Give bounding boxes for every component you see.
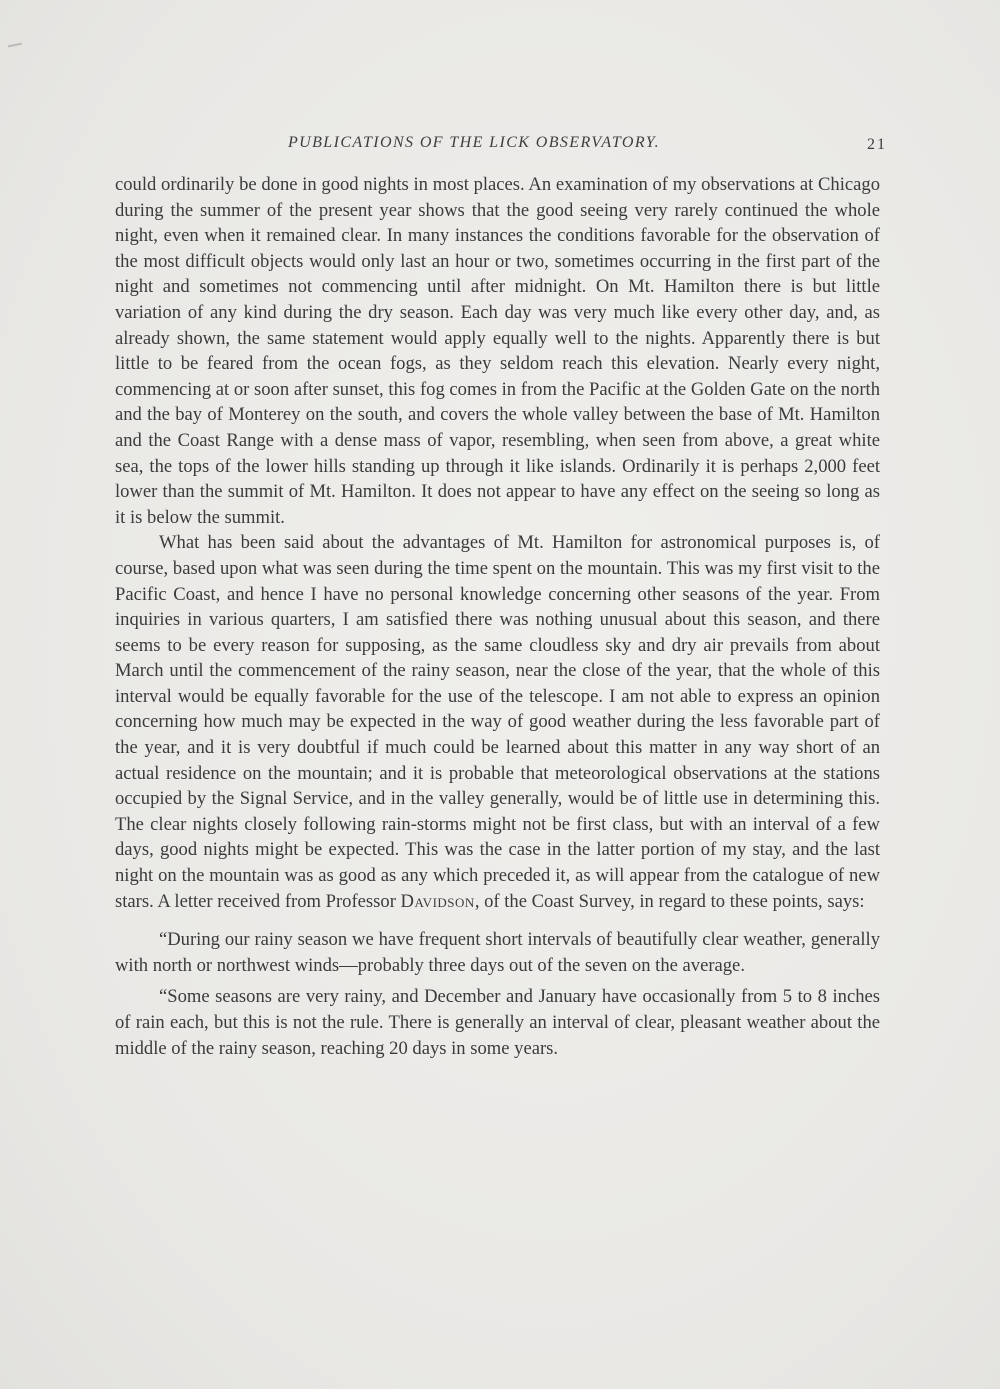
quoted-letter-paragraph-2: “Some seasons are very rainy, and December and January have occasionally from 5 to 8 inches of rain each, but this is not the rule. There is generally an interval of clear, pleasant weather about the middle of the rainy season, reaching 20 days in some years. <box>115 986 880 1059</box>
paragraph-continued: could ordinarily be done in good nights in most places. An examination of my observations at Chicago during the summer of the present year shows that the good seeing very rarely continued the whole night, even when it remained clear. In many instances the conditions favorable for the observation of the most difficult objects would only last an hour or two, sometimes occurring in the first part of the night and sometimes not commencing until after midnight. On Mt. Hamilton there is but little variation of any kind during the dry season. Each day was very much like every other day, and, as already shown, the same statement would apply equally well to the nights. Apparently there is but little to be feared from the ocean fogs, as they seldom reach this elevation. Nearly every night, commencing at or soon after sunset, this fog comes in from the Pacific at the Golden Gate on the north and the bay of Monterey on the south, and covers the whole valley between the base of Mt. Hamilton and the Coast Range with a dense mass of vapor, resembling, when seen from above, a great white sea, the tops of the lower hills standing up through it like islands. Ordinarily it is perhaps 2,000 feet lower than the summit of Mt. Hamilton. It does not appear to have any effect on the seeing so long as it is below the summit. <box>115 174 880 528</box>
paragraph-advantages <box>115 530 880 914</box>
paragraph-advantages-end: , of the Coast Survey, in regard to these points, says: <box>474 890 865 912</box>
running-header <box>115 134 887 158</box>
person-name-davidson: Davidson <box>400 890 475 912</box>
body-text <box>115 172 880 1061</box>
running-title: PUBLICATIONS OF THE LICK OBSERVATORY. <box>288 134 660 151</box>
quoted-letter-paragraph-1: “During our rainy season we have frequent short intervals of beautifully clear weather, generally with north or northwest winds—probably three days out of the seven on the average. <box>115 929 880 976</box>
scan-edge-mark <box>8 43 22 48</box>
paragraph-advantages-text: What has been said about the advantages of Mt. Hamilton for astronomical purposes is, of course, based upon what was seen during the time spent on the mountain. This was my first visit to the Pacific Coast, and hence I have no personal knowledge concerning other seasons of the year. From inquiries in various quarters, I am satisfied there was nothing unusual about this season, and there seems to be every reason for supposing, as the same cloudless sky and dry air prevails from about March until the commencement of the rainy season, near the close of the year, that the whole of this interval would be equally favorable for the use of the telescope. I am not able to express an opinion concerning how much may be expected in the way of good weather during the less favorable part of the year, and it is very doubtful if much could be learned about this matter in any way short of an actual residence on the mountain; and it is probable that meteorological observations at the stations occupied by the Signal Service, and in the valley generally, would be of little use in determining this. The clear nights closely following rain-storms might not be first class, but with an interval of a few days, good nights might be expected. This was the case in the latter portion of my stay, and the last night on the mountain was as good as any which preceded it, as will appear from the catalogue of new stars. A letter received from Professor <box>115 532 880 912</box>
page-number: 21 <box>867 136 887 153</box>
